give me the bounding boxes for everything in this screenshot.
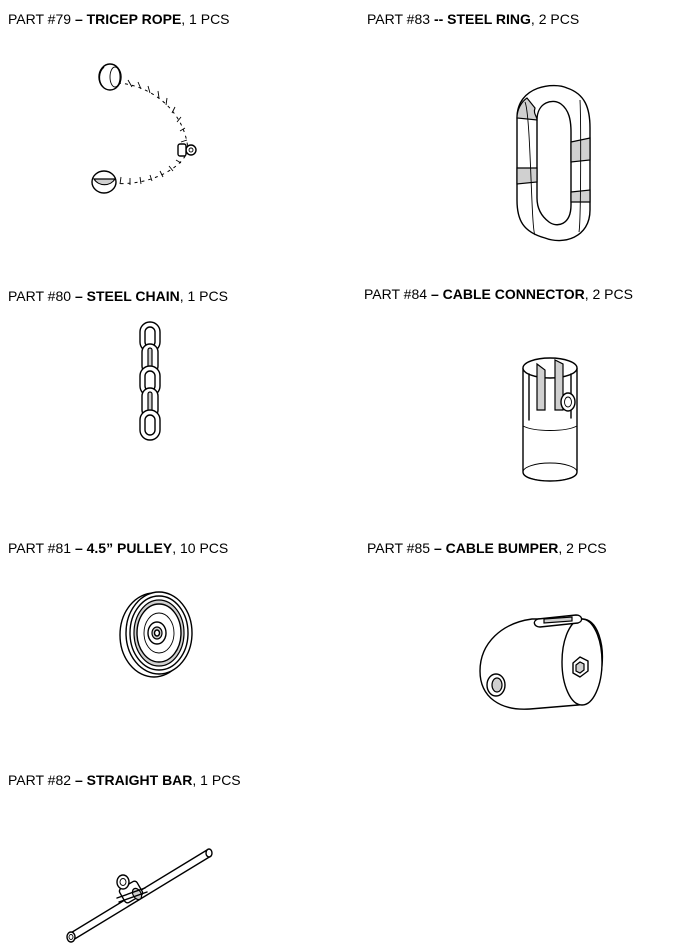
steel-ring-illustration: [505, 80, 605, 250]
part-dash: –: [430, 286, 443, 302]
straight-bar-illustration: [55, 840, 225, 945]
part-dash: --: [433, 11, 448, 27]
part-quantity: , 10 PCS: [172, 540, 229, 556]
part-name: STEEL RING: [447, 11, 531, 27]
part-dash: –: [74, 540, 87, 556]
part-82-caption: [8, 772, 241, 788]
part-83-caption: [367, 11, 579, 27]
part-name: TRICEP ROPE: [86, 11, 182, 27]
steel-chain-illustration: [130, 318, 170, 448]
part-85-caption: [367, 540, 607, 556]
part-quantity: , 1 PCS: [179, 288, 228, 304]
part-dash: –: [433, 540, 446, 556]
part-dash: –: [74, 11, 87, 27]
cable-connector-illustration: [515, 340, 595, 490]
part-number: PART #80: [8, 288, 75, 304]
part-number: PART #79: [8, 11, 75, 27]
part-name: CABLE BUMPER: [445, 540, 559, 556]
part-79-caption: [8, 11, 230, 27]
part-dash: –: [74, 288, 87, 304]
pulley-illustration: [112, 585, 202, 685]
part-name: STEEL CHAIN: [86, 288, 180, 304]
tricep-rope-illustration: [70, 55, 220, 205]
part-number: PART #81: [8, 540, 75, 556]
cable-bumper-illustration: [472, 605, 612, 720]
part-number: PART #85: [367, 540, 434, 556]
part-81-caption: [8, 540, 228, 556]
part-quantity: , 1 PCS: [192, 772, 241, 788]
part-80-caption: [8, 288, 228, 304]
part-quantity: , 1 PCS: [181, 11, 230, 27]
part-name: CABLE CONNECTOR: [442, 286, 585, 302]
part-number: PART #83: [367, 11, 434, 27]
part-number: PART #84: [364, 286, 431, 302]
part-quantity: , 2 PCS: [558, 540, 607, 556]
part-quantity: , 2 PCS: [530, 11, 580, 27]
part-dash: –: [74, 772, 87, 788]
part-quantity: , 2 PCS: [584, 286, 633, 302]
part-name: 4.5” PULLEY: [86, 540, 173, 556]
part-name: STRAIGHT BAR: [86, 772, 193, 788]
part-84-caption: [364, 286, 633, 302]
part-number: PART #82: [8, 772, 75, 788]
